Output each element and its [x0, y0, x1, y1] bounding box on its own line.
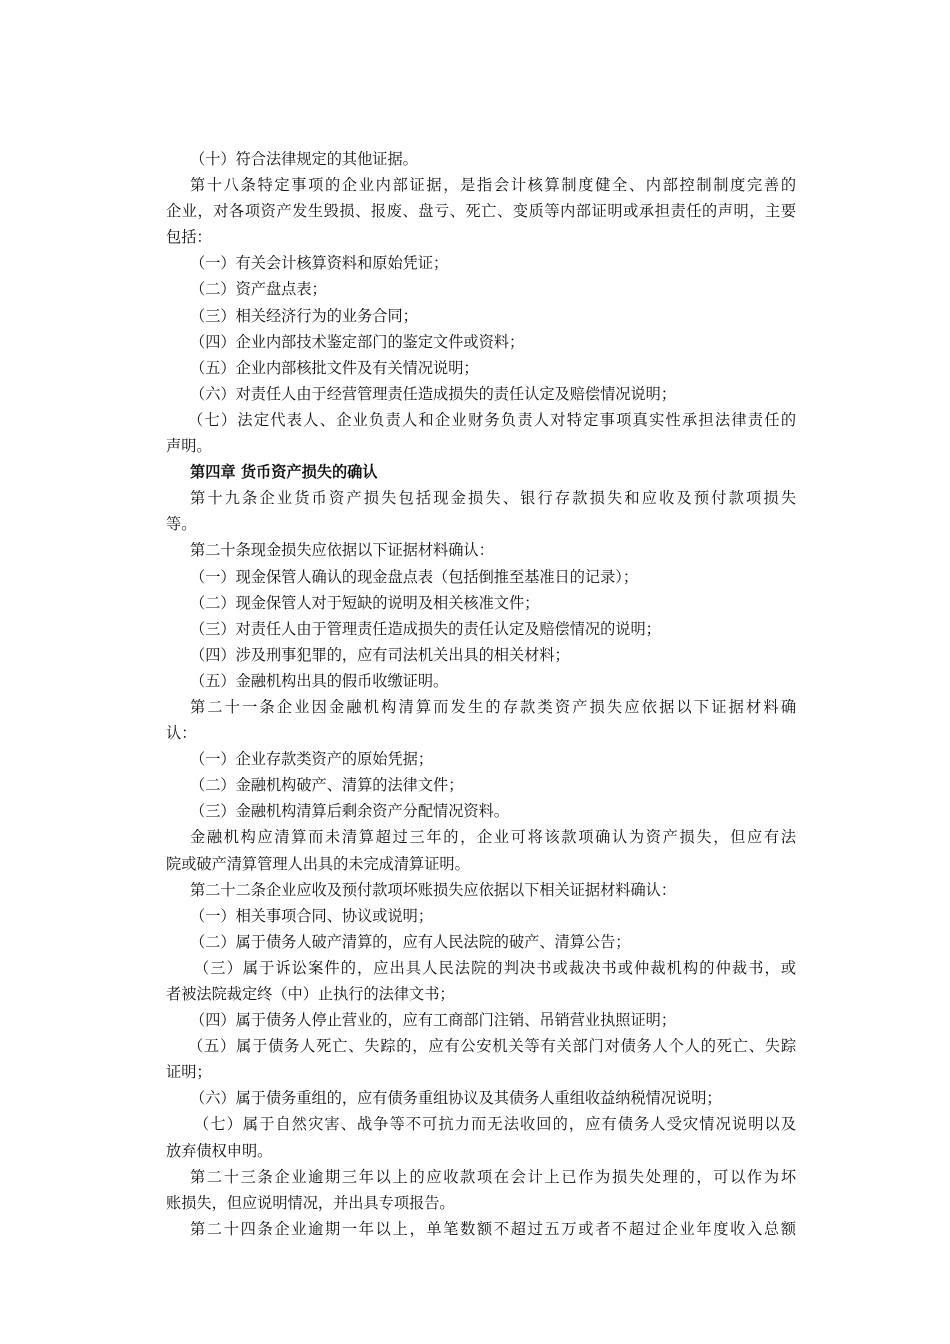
text-line: （七）法定代表人、企业负责人和企业财务负责人对特定事项真实性承担法律责任的	[188, 410, 796, 429]
text-line: 声明。	[166, 437, 212, 456]
text-line: 放弃债权申明。	[166, 1141, 273, 1160]
text-line: 第二十二条企业应收及预付款项坏账损失应依据以下相关证据材料确认：	[190, 880, 676, 899]
text-line: （四）属于债务人停止营业的，应有工商部门注销、吊销营业执照证明；	[190, 1011, 676, 1030]
text-line: （二）属于债务人破产清算的，应有人民法院的破产、清算公告；	[190, 932, 631, 951]
text-line: （四）企业内部技术鉴定部门的鉴定文件或资料；	[190, 332, 525, 351]
text-line: （二）资产盘点表；	[190, 280, 327, 299]
text-line: （六）属于债务重组的，应有债务重组协议及其债务人重组收益纳税情况说明；	[190, 1089, 722, 1108]
text-line: 认：	[166, 724, 197, 743]
text-line: 第十九条企业货币资产损失包括现金损失、银行存款损失和应收及预付款项损失	[190, 489, 796, 508]
text-line: （二）现金保管人对于短缺的说明及相关核准文件；	[190, 593, 540, 612]
text-line: 包括：	[166, 228, 212, 247]
text-line: 第十八条特定事项的企业内部证据，是指会计核算制度健全、内部控制制度完善的	[190, 176, 796, 195]
text-line: （六）对责任人由于经营管理责任造成损失的责任认定及赔偿情况说明；	[190, 384, 676, 403]
text-line: （三）金融机构清算后剩余资产分配情况资料。	[190, 802, 509, 821]
text-line: 第二十三条企业逾期三年以上的应收款项在会计上已作为损失处理的，可以作为坏	[190, 1167, 796, 1186]
text-line: 第二十条现金损失应依据以下证据材料确认：	[190, 541, 494, 560]
text-line: （一）现金保管人确认的现金盘点表（包括倒推至基准日的记录）；	[190, 567, 639, 586]
text-line: 第二十四条企业逾期一年以上，单笔数额不超过五万或者不超过企业年度收入总额	[190, 1219, 796, 1238]
chapter-heading: 第四章 货币资产损失的确认	[190, 463, 378, 482]
text-line: （一）相关事项合同、协议或说明；	[190, 906, 433, 925]
text-line: 金融机构应清算而未清算超过三年的，企业可将该款项确认为资产损失，但应有法	[190, 828, 796, 847]
text-line: 证明；	[166, 1063, 212, 1082]
document-body	[166, 146, 796, 1242]
text-line: （一）有关会计核算资料和原始凭证；	[190, 254, 449, 273]
text-line: （五）金融机构出具的假币收缴证明。	[190, 671, 449, 690]
text-line: 账损失，但应说明情况，并出具专项报告。	[166, 1193, 455, 1212]
text-line: 等。	[166, 515, 197, 534]
text-line: 企业，对各项资产发生毁损、报废、盘亏、死亡、变质等内部证明或承担责任的声明，主要	[166, 202, 796, 221]
text-line: 第二十一条企业因金融机构清算而发生的存款类资产损失应依据以下证据材料确	[190, 697, 796, 716]
text-line: 院或破产清算管理人出具的未完成清算证明。	[166, 854, 470, 873]
text-line: （五）属于债务人死亡、失踪的，应有公安机关等有关部门对债务人个人的死亡、失踪	[188, 1037, 796, 1056]
text-line: （二）金融机构破产、清算的法律文件；	[190, 776, 464, 795]
text-line: （三）对责任人由于管理责任造成损失的责任认定及赔偿情况的说明；	[190, 619, 661, 638]
text-line: （十）符合法律规定的其他证据。	[190, 150, 418, 168]
text-line: （三）相关经济行为的业务合同；	[190, 306, 418, 325]
text-line: （七）属于自然灾害、战争等不可抗力而无法收回的，应有债务人受灾情况说明以及	[194, 1115, 796, 1134]
text-line: 者被法院裁定终（中）止执行的法律文书；	[166, 985, 455, 1003]
text-line: （四）涉及刑事犯罪的，应有司法机关出具的相关材料；	[190, 645, 570, 664]
text-line: （五）企业内部核批文件及有关情况说明；	[190, 358, 479, 377]
text-line: （三）属于诉讼案件的，应出具人民法院的判决书或裁决书或仲裁机构的仲裁书，或	[194, 958, 796, 977]
text-line: （一）企业存款类资产的原始凭据；	[190, 750, 433, 769]
